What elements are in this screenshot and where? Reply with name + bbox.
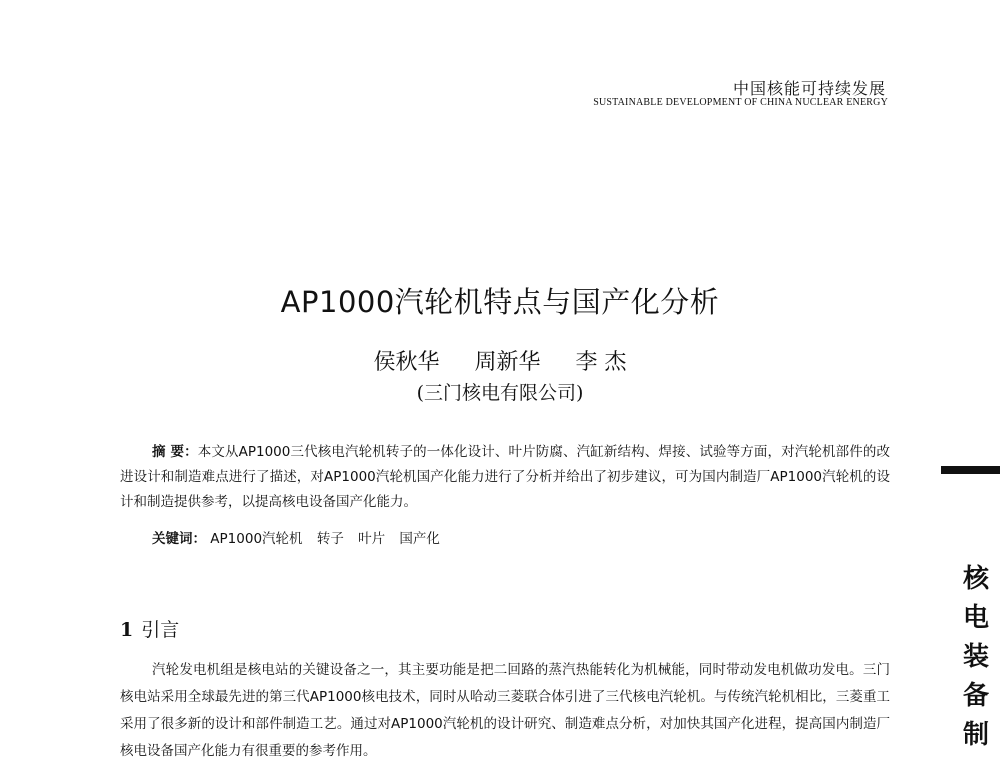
author-name: 侯秋华 [373, 350, 440, 375]
side-tab-label [956, 560, 996, 755]
section-title: 引言 [141, 619, 180, 641]
keywords-label: 关键词： [152, 531, 206, 547]
section-heading [120, 615, 179, 642]
keyword: 转子 [316, 531, 344, 547]
abstract [120, 440, 890, 515]
side-tab-char: 电 [962, 603, 989, 633]
keyword: 国产化 [399, 531, 440, 547]
author-name: 李 杰 [575, 350, 627, 375]
section-number: 1 [120, 619, 134, 641]
journal-title-cn: 中国核能可持续发展 [732, 79, 886, 98]
side-tab-char: 备 [962, 681, 989, 711]
author-name: 周新华 [474, 350, 541, 375]
paper-title: AP1000汽轮机特点与国产化分析 [280, 285, 720, 319]
side-tab-char: 制 [962, 720, 989, 750]
affiliation: (三门核电有限公司) [416, 382, 584, 404]
section-body: 汽轮发电机组是核电站的关键设备之一，其主要功能是把二回路的蒸汽热能转化为机械能，同时带动发电机做功发电。三门核电站采用全球最先进的第三代AP1000核电技术，同时从哈动三菱联合体引进了三代核电汽轮机。与传统汽轮机相比，三菱重工采用了很多新的设计和部件制造工艺。通过对AP1000汽轮机的设计研究、制造难点分析，对加快其国产化进程，提高国内制造厂核电设备国产化能力有很重要的参考作用。 [120, 662, 890, 759]
keywords [152, 527, 450, 547]
side-tab-char: 装 [962, 642, 989, 672]
journal-title-en: SUSTAINABLE DEVELOPMENT OF CHINA NUCLEAR ENERGY [593, 97, 888, 108]
author-list [0, 345, 1000, 376]
keyword: AP1000汽轮机 [210, 531, 303, 547]
abstract-text: 本文从AP1000三代核电汽轮机转子的一体化设计、叶片防腐、汽缸新结构、焊接、试验等方面，对汽轮机部件的改进设计和制造难点进行了描述，对AP1000汽轮机国产化能力进行了分析并给出了初步建议，可为国内制造厂AP1000汽轮机的设计和制造提供参考，以提高核电设备国产化能力。 [120, 444, 890, 510]
side-tab-bar [941, 466, 1000, 474]
side-tab-char: 核 [962, 564, 989, 594]
abstract-label: 摘 要： [152, 444, 198, 460]
keyword: 叶片 [358, 531, 386, 547]
